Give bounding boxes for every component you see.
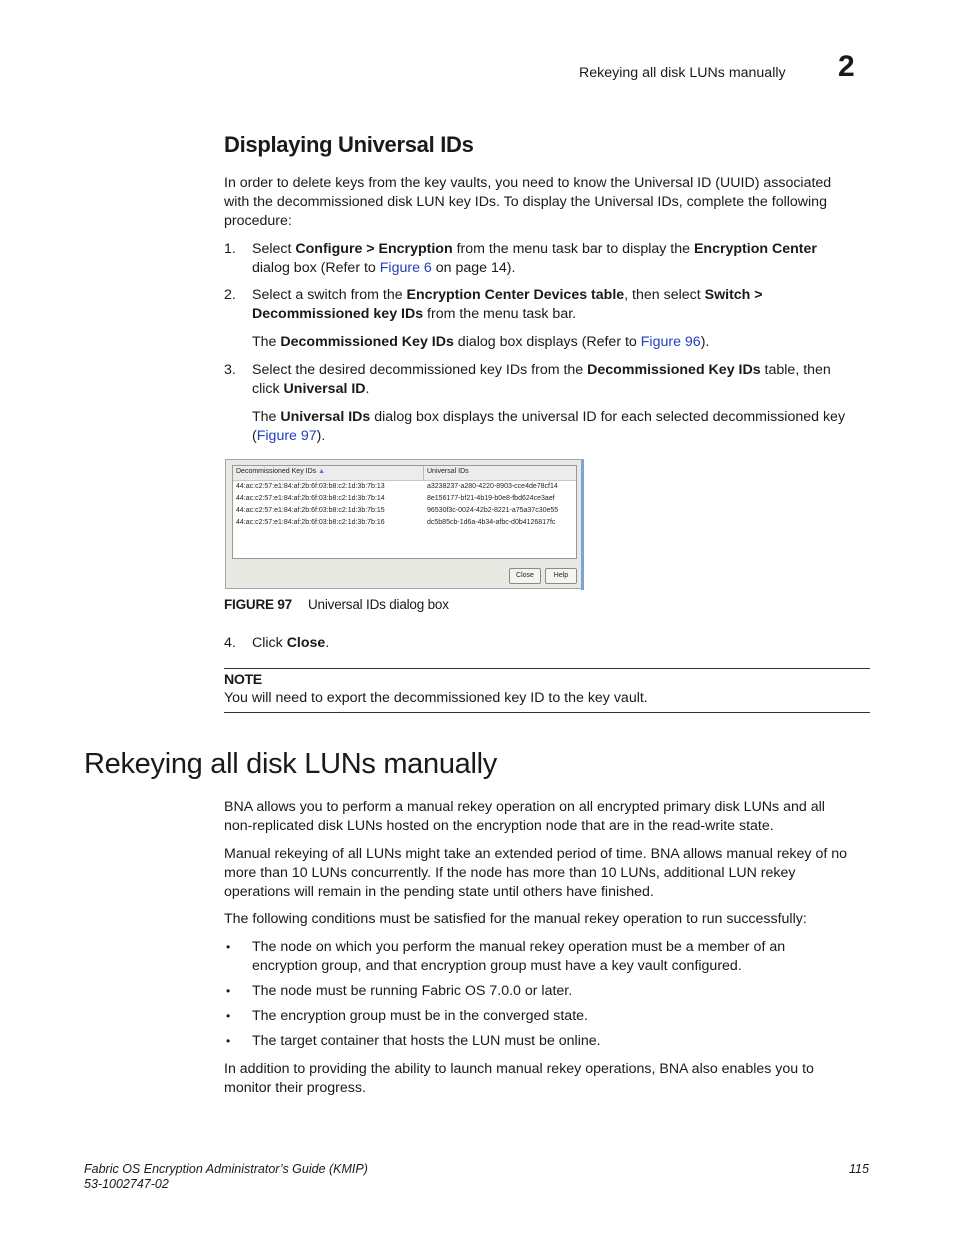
page-number: 115: [849, 1162, 869, 1176]
list-item: The encryption group must be in the converged state.: [252, 1008, 588, 1024]
figure-6-link[interactable]: Figure 6: [379, 260, 432, 276]
step-3: Select the desired decommissioned key IDs from the Decommissioned Key IDs table, then click Universal ID.: [252, 362, 831, 397]
running-header-title: Rekeying all disk LUNs manually: [579, 65, 786, 81]
universal-ids-table: [232, 465, 577, 559]
step-number: 2.: [224, 287, 236, 303]
step-2: Select a switch from the Encryption Center Devices table, then select Switch > Decommissioned key IDs from the menu task bar.: [252, 287, 763, 322]
step-3-result: The Universal IDs dialog box displays the universal ID for each selected decommissioned key (Figure 97).: [252, 409, 846, 444]
figure-96-link[interactable]: Figure 96: [640, 334, 701, 350]
table-row[interactable]: [233, 494, 576, 504]
footer-document-number: 53-1002747-02: [84, 1177, 169, 1191]
sort-ascending-icon: ▲: [318, 468, 326, 475]
intro-line: In order to delete keys from the key vaults, you need to know the Universal ID (UUID) associated: [224, 175, 832, 191]
step-4: Click Close.: [252, 635, 330, 651]
step-number: 4.: [224, 635, 236, 651]
intro-paragraph: [224, 174, 874, 231]
section-heading-rekeying: Rekeying all disk LUNs manually: [84, 748, 497, 780]
list-item: The node on which you perform the manual rekey operation must be a member of an encryption group, and that encryption group must have a key vault configured.: [252, 939, 786, 974]
bullet-icon: •: [226, 1034, 231, 1048]
bullet-icon: •: [226, 1009, 231, 1023]
table-row[interactable]: [233, 482, 576, 492]
figure-caption: Universal IDs dialog box: [308, 597, 449, 612]
close-button[interactable]: Close: [509, 568, 541, 584]
uuid-cell: 96530f3c-0024-42b2-8221-a75a37c30e55: [427, 507, 559, 514]
bullet-icon: •: [226, 984, 231, 998]
note-bottom-rule: [224, 712, 870, 713]
list-item: The target container that hosts the LUN must be online.: [252, 1033, 601, 1049]
help-button[interactable]: Help: [545, 568, 577, 584]
step-2-result: The Decommissioned Key IDs dialog box displays (Refer to Figure 96).: [252, 334, 710, 350]
note-text: You will need to export the decommissioned key ID to the key vault.: [224, 690, 648, 706]
step-number: 3.: [224, 362, 236, 378]
uuid-cell: dc5b85cb-1d6a-4b34-afbc-d0b4126817fc: [427, 519, 556, 526]
table-row[interactable]: [233, 518, 576, 528]
intro-line: procedure:: [224, 213, 292, 229]
key-id-cell: 44:ac:c2:57:e1:84:af:2b:6f:03:b8:c2:1d:3b:7b:15: [236, 507, 385, 514]
column-header-key-ids[interactable]: Decommissioned Key IDs ▲: [236, 468, 326, 475]
chapter-number: 2: [838, 50, 855, 83]
paragraph-2: Manual rekeying of all LUNs might take an extended period of time. BNA allows manual rekey of no more than 10 LUNs concurrently. If the node has more than 10 LUNs, additional LUN rekey operations will remain in the pending state until others have finished.: [224, 846, 848, 900]
section-heading-universal-ids: Displaying Universal IDs: [224, 132, 474, 157]
dialog-border-accent: [581, 460, 584, 590]
paragraph-4: In addition to providing the ability to launch manual rekey operations, BNA also enables you to monitor their progress.: [224, 1061, 814, 1096]
table-header: [233, 466, 576, 481]
step-1: Select Configure > Encryption from the menu task bar to display the Encryption Center dialog box (Refer to Figure 6 on page 14).: [252, 241, 817, 276]
key-id-cell: 44:ac:c2:57:e1:84:af:2b:6f:03:b8:c2:1d:3b:7b:13: [236, 483, 385, 490]
uuid-cell: a3238237-a280-4220-8903-cce4de78cf14: [427, 483, 558, 490]
figure-97-link[interactable]: Figure 97: [256, 428, 317, 444]
note-top-rule: [224, 668, 870, 669]
footer-document-title: Fabric OS Encryption Administrator’s Guide (KMIP): [84, 1162, 368, 1176]
column-divider: [423, 466, 424, 480]
key-id-cell: 44:ac:c2:57:e1:84:af:2b:6f:03:b8:c2:1d:3b:7b:14: [236, 495, 385, 502]
note-label: NOTE: [224, 672, 262, 688]
intro-line: with the decommissioned disk LUN key IDs. To display the Universal IDs, complete the following: [224, 194, 827, 210]
universal-ids-dialog: [225, 459, 584, 589]
bullet-icon: •: [226, 940, 231, 954]
step-number: 1.: [224, 241, 236, 257]
paragraph-3: The following conditions must be satisfied for the manual rekey operation to run successfully:: [224, 911, 807, 927]
uuid-cell: 8e156177-bf21-4b19-b0e8-fbd624ce3aef: [427, 495, 555, 502]
table-row[interactable]: [233, 506, 576, 516]
figure-label: FIGURE 97: [224, 597, 292, 612]
paragraph-1: BNA allows you to perform a manual rekey operation on all encrypted primary disk LUNs and all non-replicated disk LUNs hosted on the encryption node that are in the read-write state.: [224, 799, 825, 834]
list-item: The node must be running Fabric OS 7.0.0 or later.: [252, 983, 573, 999]
column-header-universal-ids[interactable]: Universal IDs: [427, 468, 469, 475]
key-id-cell: 44:ac:c2:57:e1:84:af:2b:6f:03:b8:c2:1d:3b:7b:16: [236, 519, 385, 526]
